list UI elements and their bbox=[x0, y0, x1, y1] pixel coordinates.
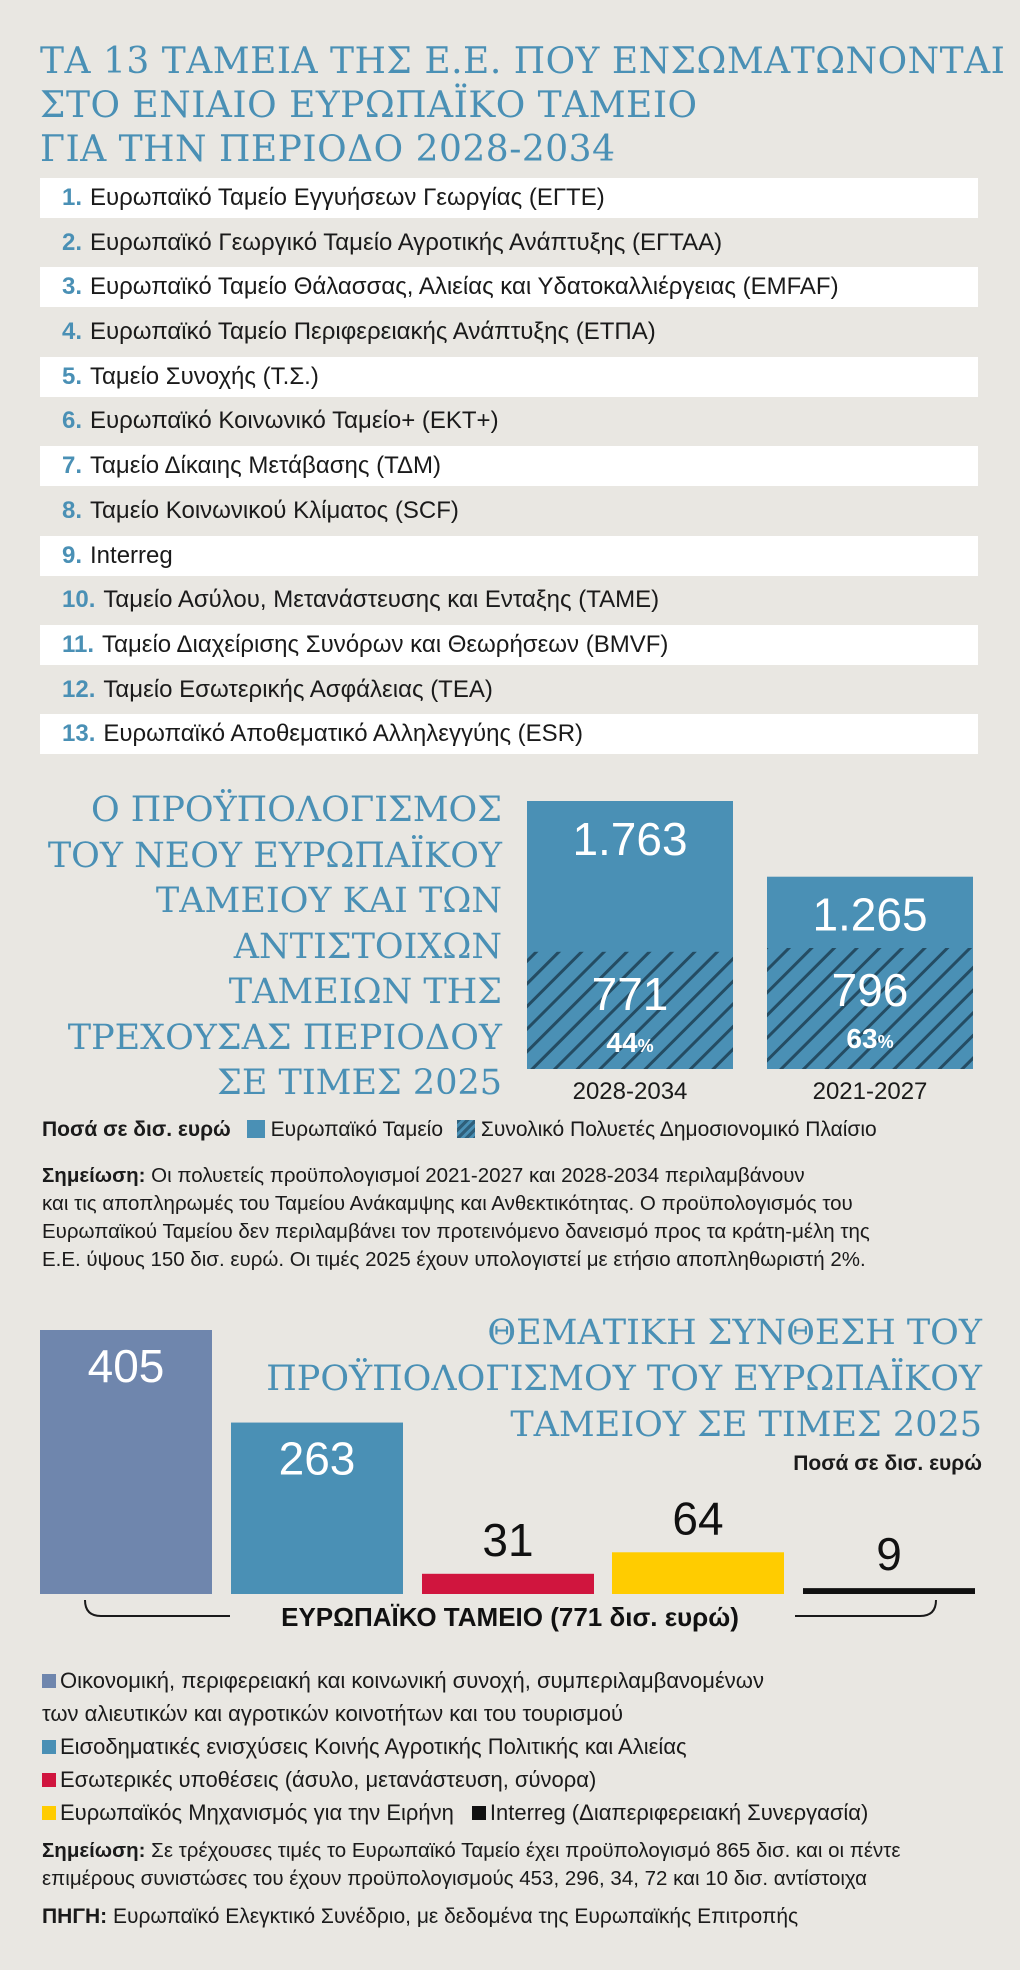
fund-number: 1. bbox=[62, 184, 83, 211]
note-line: και τις αποπληρωμές του Ταμείου Ανάκαμψης και Ανθεκτικότητας. Ο προϋπολογισμός του bbox=[42, 1192, 853, 1215]
thematic-legend-item bbox=[42, 1668, 764, 1693]
note-line: Ε.Ε. ύψους 150 δισ. ευρώ. Οι τιμές 2025 έχουν υπολογιστεί με ετήσιο αποπληθωριστή 2%. bbox=[42, 1248, 866, 1271]
fund-name: Ταμείο Ασύλου, Μετανάστευσης και Ενταξης (ΤΑΜΕ) bbox=[103, 586, 660, 614]
fund-name: Ευρωπαϊκό Αποθεματικό Αλληλεγγύης (ESR) bbox=[103, 720, 584, 748]
fund-list-item bbox=[40, 491, 978, 531]
share-unit: % bbox=[877, 1031, 894, 1052]
legend-swatch bbox=[42, 1773, 56, 1787]
thematic-note bbox=[42, 1837, 901, 1893]
source bbox=[42, 1905, 798, 1929]
legend-text: Interreg (Διαπεριφερειακή Συνεργασία) bbox=[489, 1800, 869, 1825]
main-title bbox=[40, 40, 1006, 172]
category-label: 2021-2027 bbox=[812, 1078, 928, 1105]
fund-number: 5. bbox=[62, 362, 83, 390]
fund-number: 13. bbox=[62, 720, 96, 748]
thematic-bar-chart bbox=[0, 1300, 1020, 1650]
budget-title-line: ΤΑΜΕΙΩΝ ΤΗΣ bbox=[228, 972, 502, 1012]
legend-swatch-blue bbox=[247, 1120, 265, 1138]
budget-title bbox=[30, 788, 502, 1107]
fund-number: 4. bbox=[62, 318, 83, 346]
fund-list-item bbox=[40, 357, 978, 397]
budget-unit-label: Ποσά σε δισ. ευρώ bbox=[42, 1118, 231, 1141]
legend-text: Ευρωπαϊκός Μηχανισμός για την Ειρήνη bbox=[60, 1800, 454, 1825]
note-line: Ευρωπαϊκού Ταμείου δεν περιλαμβάνει τον προτεινόμενο δανεισμό προς τα κράτη-μέλη της bbox=[42, 1220, 870, 1243]
fund-name: Interreg bbox=[90, 541, 173, 569]
thematic-legend-item bbox=[42, 1734, 687, 1759]
fund-value-label: 771 bbox=[591, 967, 669, 1020]
fund-list-item bbox=[40, 312, 978, 352]
fund-number: 7. bbox=[62, 452, 83, 480]
budget-legend bbox=[42, 1118, 877, 1142]
fund-number: 9. bbox=[62, 541, 83, 569]
fund-name: Ταμείο Εσωτερικής Ασφάλειας (ΤΕΑ) bbox=[103, 675, 493, 703]
share-value: 44 bbox=[606, 1026, 638, 1058]
note-line: επιμέρους συνιστώσες του έχουν προϋπολογισμούς 453, 296, 34, 72 και 10 δισ. αντίστοιχα bbox=[42, 1867, 867, 1890]
legend-text: Εσωτερικές υποθέσεις (άσυλο, μετανάστευση, σύνορα) bbox=[60, 1767, 597, 1792]
thematic-legend-item bbox=[472, 1800, 868, 1825]
thematic-legend bbox=[42, 1664, 868, 1829]
legend-swatch bbox=[42, 1674, 56, 1688]
thematic-legend-item bbox=[42, 1701, 623, 1726]
thematic-value-label: 64 bbox=[672, 1492, 724, 1545]
thematic-value-label: 405 bbox=[87, 1340, 165, 1392]
fund-list-item bbox=[40, 401, 978, 441]
fund-list-item bbox=[40, 580, 978, 620]
note-label: Σημείωση: bbox=[42, 1839, 146, 1862]
fund-number: 10. bbox=[62, 586, 96, 614]
thematic-bar bbox=[612, 1552, 784, 1594]
fund-list-item bbox=[40, 536, 978, 576]
fund-number: 11. bbox=[62, 630, 95, 658]
fund-list-item bbox=[40, 714, 978, 754]
share-unit: % bbox=[637, 1035, 654, 1056]
fund-name: Ταμείο Συνοχής (Τ.Σ.) bbox=[90, 362, 319, 390]
fund-name: Ευρωπαϊκό Ταμείο Περιφερειακής Ανάπτυξης (ΕΤΠΑ) bbox=[90, 318, 656, 346]
budget-note bbox=[42, 1162, 992, 1274]
bracket-label: ΕΥΡΩΠΑΪΚΟ ΤΑΜΕΙΟ (771 δισ. ευρώ) bbox=[281, 1602, 739, 1632]
note-label: Σημείωση: bbox=[42, 1164, 146, 1187]
budget-title-line: Ο ΠΡΟΫΠΟΛΟΓΙΣΜΟΣ bbox=[90, 790, 502, 830]
note-line: Σε τρέχουσες τιμές το Ευρωπαϊκό Ταμείο έχει προϋπολογισμό 865 δισ. και οι πέντε bbox=[145, 1839, 901, 1862]
category-label: 2028-2034 bbox=[572, 1078, 688, 1105]
main-title-line: ΤΑ 13 ΤΑΜΕΙΑ ΤΗΣ Ε.Ε. ΠΟΥ ΕΝΣΩΜΑΤΩΝΟΝΤΑΙ bbox=[40, 41, 1006, 82]
budget-title-line: ΤΡΕΧΟΥΣΑΣ ΠΕΡΙΟΔΟΥ bbox=[67, 1017, 502, 1058]
total-value-label: 1.265 bbox=[812, 888, 928, 941]
fund-value-label: 796 bbox=[831, 963, 909, 1016]
budget-bar-chart bbox=[520, 785, 1000, 1105]
main-title-line: ΓΙΑ ΤΗΝ ΠΕΡΙΟΔΟ 2028-2034 bbox=[40, 129, 616, 170]
legend-item: Ευρωπαϊκό Ταμείο bbox=[270, 1118, 444, 1141]
thematic-bar bbox=[422, 1574, 594, 1594]
fund-number: 8. bbox=[62, 496, 83, 524]
fund-number: 12. bbox=[62, 675, 96, 703]
thematic-value-label: 9 bbox=[876, 1528, 902, 1581]
fund-list bbox=[40, 178, 978, 759]
budget-title-line: ΤΑΜΕΙΟΥ ΚΑΙ ΤΩΝ bbox=[155, 881, 502, 921]
thematic-bar bbox=[803, 1588, 975, 1594]
legend-text: των αλιευτικών και αγροτικών κοινοτήτων και του τουρισμού bbox=[42, 1701, 624, 1726]
fund-name: Ταμείο Κοινωνικού Κλίματος (SCF) bbox=[90, 496, 459, 524]
fund-list-item bbox=[40, 223, 978, 263]
thematic-legend-item bbox=[42, 1767, 596, 1792]
thematic-unit-label: Ποσά σε δισ. ευρώ bbox=[793, 1452, 982, 1475]
budget-title-line: ΤΟΥ ΝΕΟΥ ΕΥΡΩΠΑΪΚΟΥ bbox=[47, 835, 502, 876]
note-line: Οι πολυετείς προϋπολογισμοί 2021-2027 και 2028-2034 περιλαμβάνουν bbox=[145, 1164, 805, 1187]
fund-list-item bbox=[40, 446, 978, 486]
legend-swatch bbox=[472, 1806, 486, 1820]
source-label: ΠΗΓΗ: bbox=[42, 1905, 108, 1928]
fund-list-item bbox=[40, 267, 978, 307]
total-value-label: 1.763 bbox=[572, 813, 688, 865]
fund-name: Ευρωπαϊκό Ταμείο Εγγυήσεων Γεωργίας (ΕΓΤΕ) bbox=[90, 184, 605, 211]
fund-name: Ευρωπαϊκό Γεωργικό Ταμείο Αγροτικής Ανάπτυξης (ΕΓΤΑΑ) bbox=[90, 228, 723, 256]
fund-number: 3. bbox=[62, 273, 83, 301]
budget-title-line: ΑΝΤΙΣΤΟΙΧΩΝ bbox=[233, 926, 502, 967]
legend-item: Συνολικό Πολυετές Δημοσιονομικό Πλαίσιο bbox=[480, 1118, 877, 1141]
fund-name: Ταμείο Διαχείρισης Συνόρων και Θεωρήσεων (BMVF) bbox=[102, 630, 669, 658]
share-value: 63 bbox=[846, 1022, 878, 1054]
legend-swatch-hatch bbox=[457, 1120, 475, 1138]
legend-swatch bbox=[42, 1740, 56, 1754]
fund-list-item bbox=[40, 178, 978, 218]
fund-name: Ευρωπαϊκό Κοινωνικό Ταμείο+ (ΕΚΤ+) bbox=[90, 407, 499, 435]
legend-text: Εισοδηματικές ενισχύσεις Κοινής Αγροτικής Πολιτικής και Αλιείας bbox=[60, 1734, 687, 1759]
main-title-line: ΣΤΟ ΕΝΙΑΙΟ ΕΥΡΩΠΑΪΚΟ ΤΑΜΕΙΟ bbox=[40, 85, 698, 126]
source-text: Ευρωπαϊκό Ελεγκτικό Συνέδριο, με δεδομένα της Ευρωπαϊκής Επιτροπής bbox=[107, 1905, 799, 1928]
fund-list-item bbox=[40, 625, 978, 665]
fund-list-item bbox=[40, 670, 978, 710]
budget-title-line: ΣΕ ΤΙΜΕΣ 2025 bbox=[217, 1063, 502, 1103]
thematic-title-line: ΠΡΟΫΠΟΛΟΓΙΣΜΟΥ ΤΟΥ ΕΥΡΩΠΑΪΚΟΥ bbox=[266, 1359, 982, 1399]
thematic-title-line: ΘΕΜΑΤΙΚΗ ΣΥΝΘΕΣΗ ΤΟΥ bbox=[487, 1313, 982, 1353]
thematic-legend-item bbox=[42, 1800, 454, 1825]
legend-text: Οικονομική, περιφερειακή και κοινωνική συνοχή, συμπεριλαμβανομένων bbox=[60, 1668, 764, 1693]
fund-name: Ταμείο Δίκαιης Μετάβασης (ΤΔΜ) bbox=[90, 452, 441, 480]
thematic-title-line: ΤΑΜΕΙΟΥ ΣΕ ΤΙΜΕΣ 2025 bbox=[510, 1405, 982, 1445]
fund-number: 2. bbox=[62, 228, 83, 256]
fund-name: Ευρωπαϊκό Ταμείο Θάλασσας, Αλιείας και Υδατοκαλλιέργειας (EMFAF) bbox=[90, 273, 839, 301]
fund-number: 6. bbox=[62, 407, 83, 435]
thematic-value-label: 31 bbox=[482, 1513, 534, 1566]
legend-swatch bbox=[42, 1806, 56, 1820]
thematic-value-label: 263 bbox=[278, 1432, 356, 1485]
